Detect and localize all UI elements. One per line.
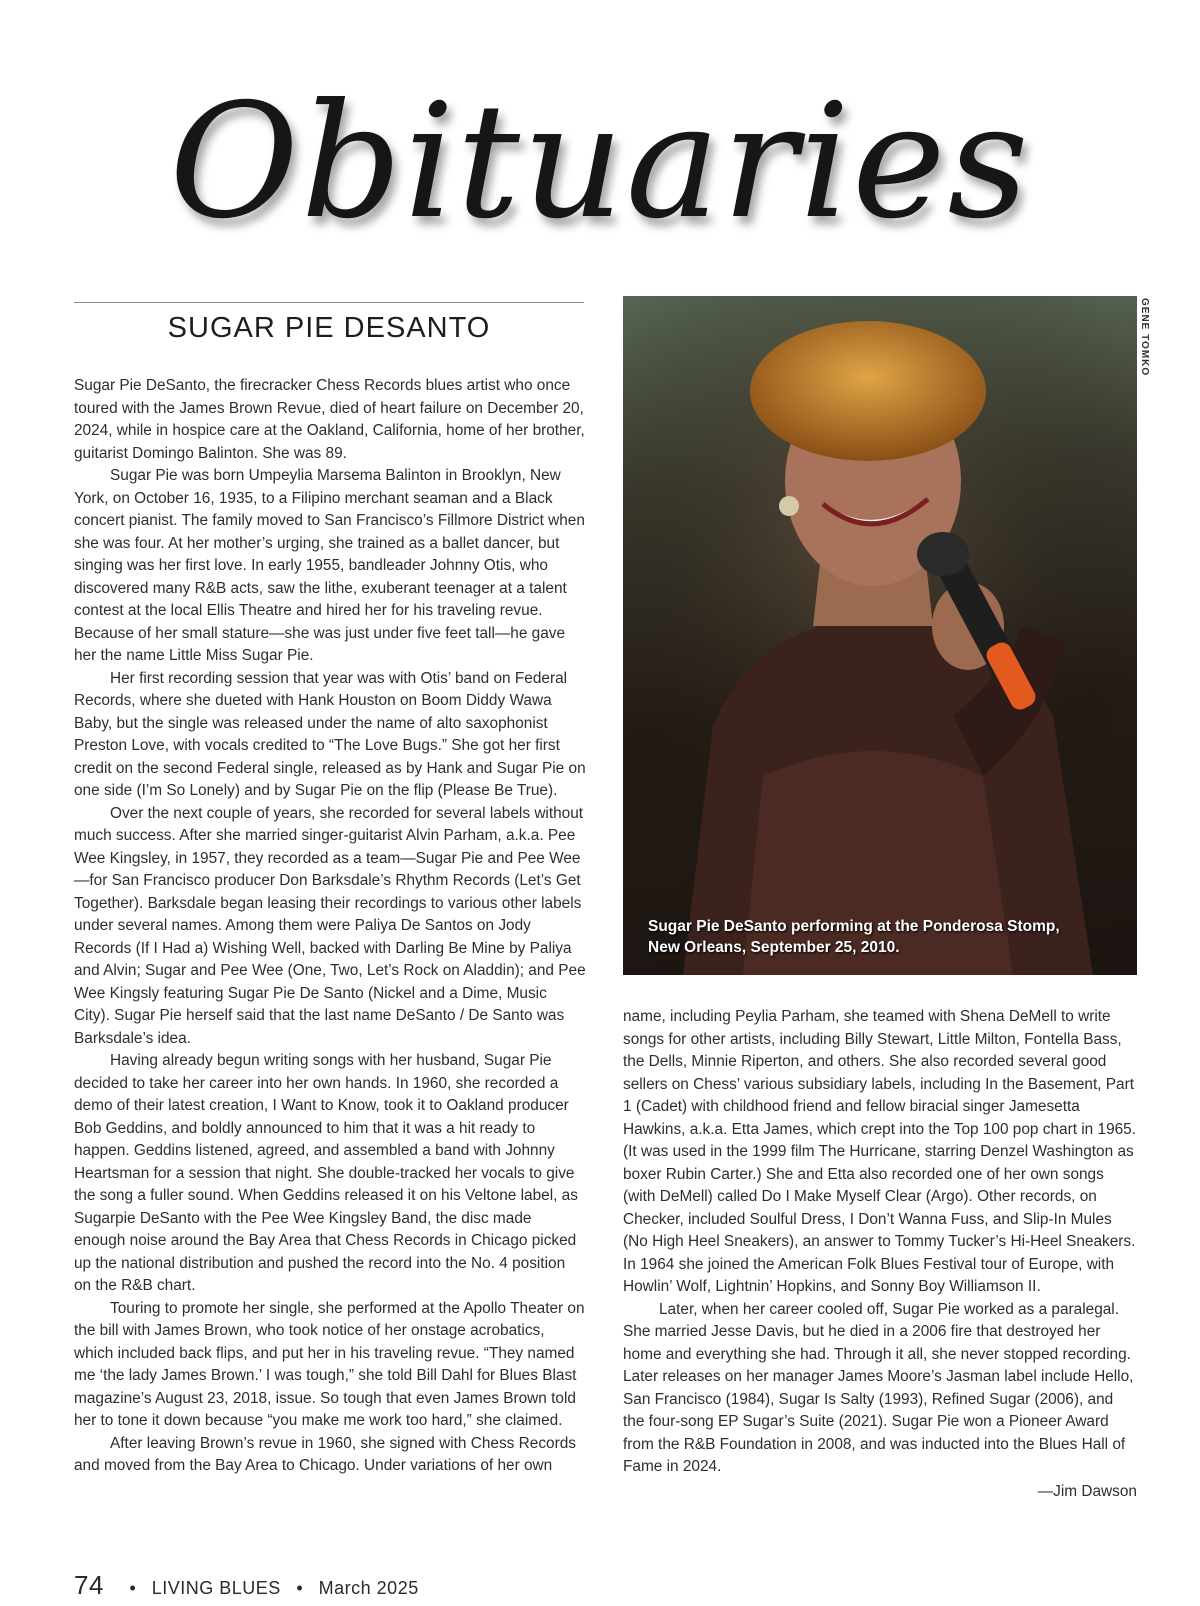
paragraph: Sugar Pie was born Umpeylia Marsema Balinton in Brooklyn, New York, on October 16, 1935, to a Filipino merchant seaman and a Black concert pianist. The family moved to San Francisco’s Fillmore District when she was four. At her mother’s urging, she trained as a ballet dancer, but singing was her first love. In early 1955, bandleader Johnny Otis, who discovered many R&B acts, saw the lithe, exuberant teenager at a talent contest at the local Ellis Theatre and hired her for his traveling revue. Because of her small stature—she was just under five feet tall—he gave her the name Little Miss Sugar Pie. (74, 467, 585, 664)
headline-rule (74, 302, 584, 303)
paragraph: Touring to promote her single, she performed at the Apollo Theater on the bill with James Brown, who took notice of her onstage acrobatics, which included back flips, and put her in his traveling revue. “They named me ‘the lady James Brown.’ I was tough,” she told Bill Dahl for Blues Blast magazine’s August 23, 2018, issue. So tough that even James Brown told her to tone it down because “you make me work too hard,” she claimed. (74, 1299, 585, 1429)
photo-caption: Sugar Pie DeSanto performing at the Ponderosa Stomp, New Orleans, September 25, 2010. (648, 918, 1060, 956)
separator: • (129, 1578, 137, 1598)
magazine-name: LIVING BLUES (151, 1578, 281, 1598)
photo-credit: GENE TOMKO (1139, 298, 1150, 377)
page-number: 74 (74, 1570, 104, 1600)
separator: • (296, 1578, 304, 1598)
paragraph: Over the next couple of years, she recorded for several labels without much success. After she married singer-guitarist Alvin Parham, a.k.a. Pee Wee Kingsley, in 1957, they recorded as a team—Sugar Pie and Pee Wee—for San Francisco producer Don Barksdale’s Rhythm Records (Let’s Get Together). Barksdale began leasing their recordings to various other labels under several names. Among them were Paliya De Santos on Jody Records (If I Had a) Wishing Well, backed with Darling Be Mine by Paliya and Alvin; Sugar and Pee Wee (One, Two, Let’s Rock on Aladdin); and Pee Wee Kingsly featuring Sugar Pie De Santo (Nickel and a Dime, Music City). Sugar Pie herself said that the last name DeSanto / De Santo was Barksdale’s idea. (74, 804, 586, 1047)
article-column-right (623, 1006, 1137, 1479)
article-column-left (74, 375, 586, 1478)
paragraph: Sugar Pie DeSanto, the firecracker Chess Records blues artist who once toured with the James Brown Revue, died of heart failure on December 20, 2024, while in hospice care at the Oakland, California, home of her brother, guitarist Domingo Balinton. She was 89. (74, 377, 585, 462)
author-signature: —Jim Dawson (1037, 1483, 1137, 1500)
paragraph: After leaving Brown’s revue in 1960, she signed with Chess Records and moved from the Bay Area to Chicago. Under variations of her own (74, 1434, 576, 1474)
paragraph: Having already begun writing songs with her husband, Sugar Pie decided to take her career into her own hands. In 1960, she recorded a demo of their latest creation, I Want to Know, took it to Oakland producer Bob Geddins, and boldly announced to him that it was a hit ready to happen. Geddins listened, agreed, and assembled a band with Johnny Heartsman for a session that night. She double-tracked her vocals to give the song a fuller sound. When Geddins released it on his Veltone label, as Sugarpie DeSanto with the Pee Wee Kingsley Band, the disc made enough noise around the Bay Area that Chess Records in Chicago picked up the national distribution and pushed the record into the No. 4 position on the R&B chart. (74, 1052, 578, 1294)
article-headline: SUGAR PIE DESANTO (167, 312, 491, 344)
paragraph: Her first recording session that year was with Otis’ band on Federal Records, where she dueted with Hank Houston on Boom Diddy Wawa Baby, but the single was released under the name of alto saxophonist Preston Love, with vocals credited to “The Love Bugs.” She got her first credit on the second Federal single, released as by Hank and Sugar Pie on one side (I’m So Lonely) and by Sugar Pie on the flip (Please Be True). (74, 669, 586, 799)
performer-photo (623, 296, 1137, 975)
issue-date: March 2025 (318, 1578, 419, 1598)
section-title: Obituaries (169, 70, 1031, 254)
page-footer (74, 1570, 419, 1606)
paragraph: Later, when her career cooled off, Sugar Pie worked as a paralegal. She married Jesse Davis, but he died in a 2006 fire that destroyed her home and everything she had. Through it all, she never stopped recording. Later releases on her manager James Moore’s Jasman label include Hello, San Francisco (1984), Sugar Is Salty (1993), Refined Sugar (2006), and the four-song EP Sugar’s Suite (2021). Sugar Pie won a Pioneer Award from the R&B Foundation in 2008, and was inducted into the Blues Hall of Fame in 2024. (623, 1300, 1134, 1475)
paragraph: name, including Peylia Parham, she teamed with Shena DeMell to write songs for other artists, including Billy Stewart, Little Milton, Fontella Bass, the Dells, Minnie Riperton, and others. She also recorded several good sellers on Chess’ various subsidiary labels, including In the Basement, Part 1 (Cadet) with childhood friend and fellow biracial singer Jamesetta Hawkins, a.k.a. Etta James, which crept into the Top 100 pop chart in 1965. (It was used in the 1999 film The Hurricane, starring Denzel Washington as boxer Rubin Carter.) She and Etta also recorded one of her own songs (with DeMell) called Do I Make Myself Clear (Argo). Other records, on Checker, included Soulful Dress, I Don’t Wanna Fuss, and Slip-In Mules (No High Heel Sneakers), an answer to Tommy Tucker’s Hi-Heel Sneakers. In 1964 she joined the American Folk Blues Festival tour of Europe, with Howlin’ Wolf, Lightnin’ Hopkins, and Sonny Boy Williamson II. (623, 1008, 1137, 1295)
